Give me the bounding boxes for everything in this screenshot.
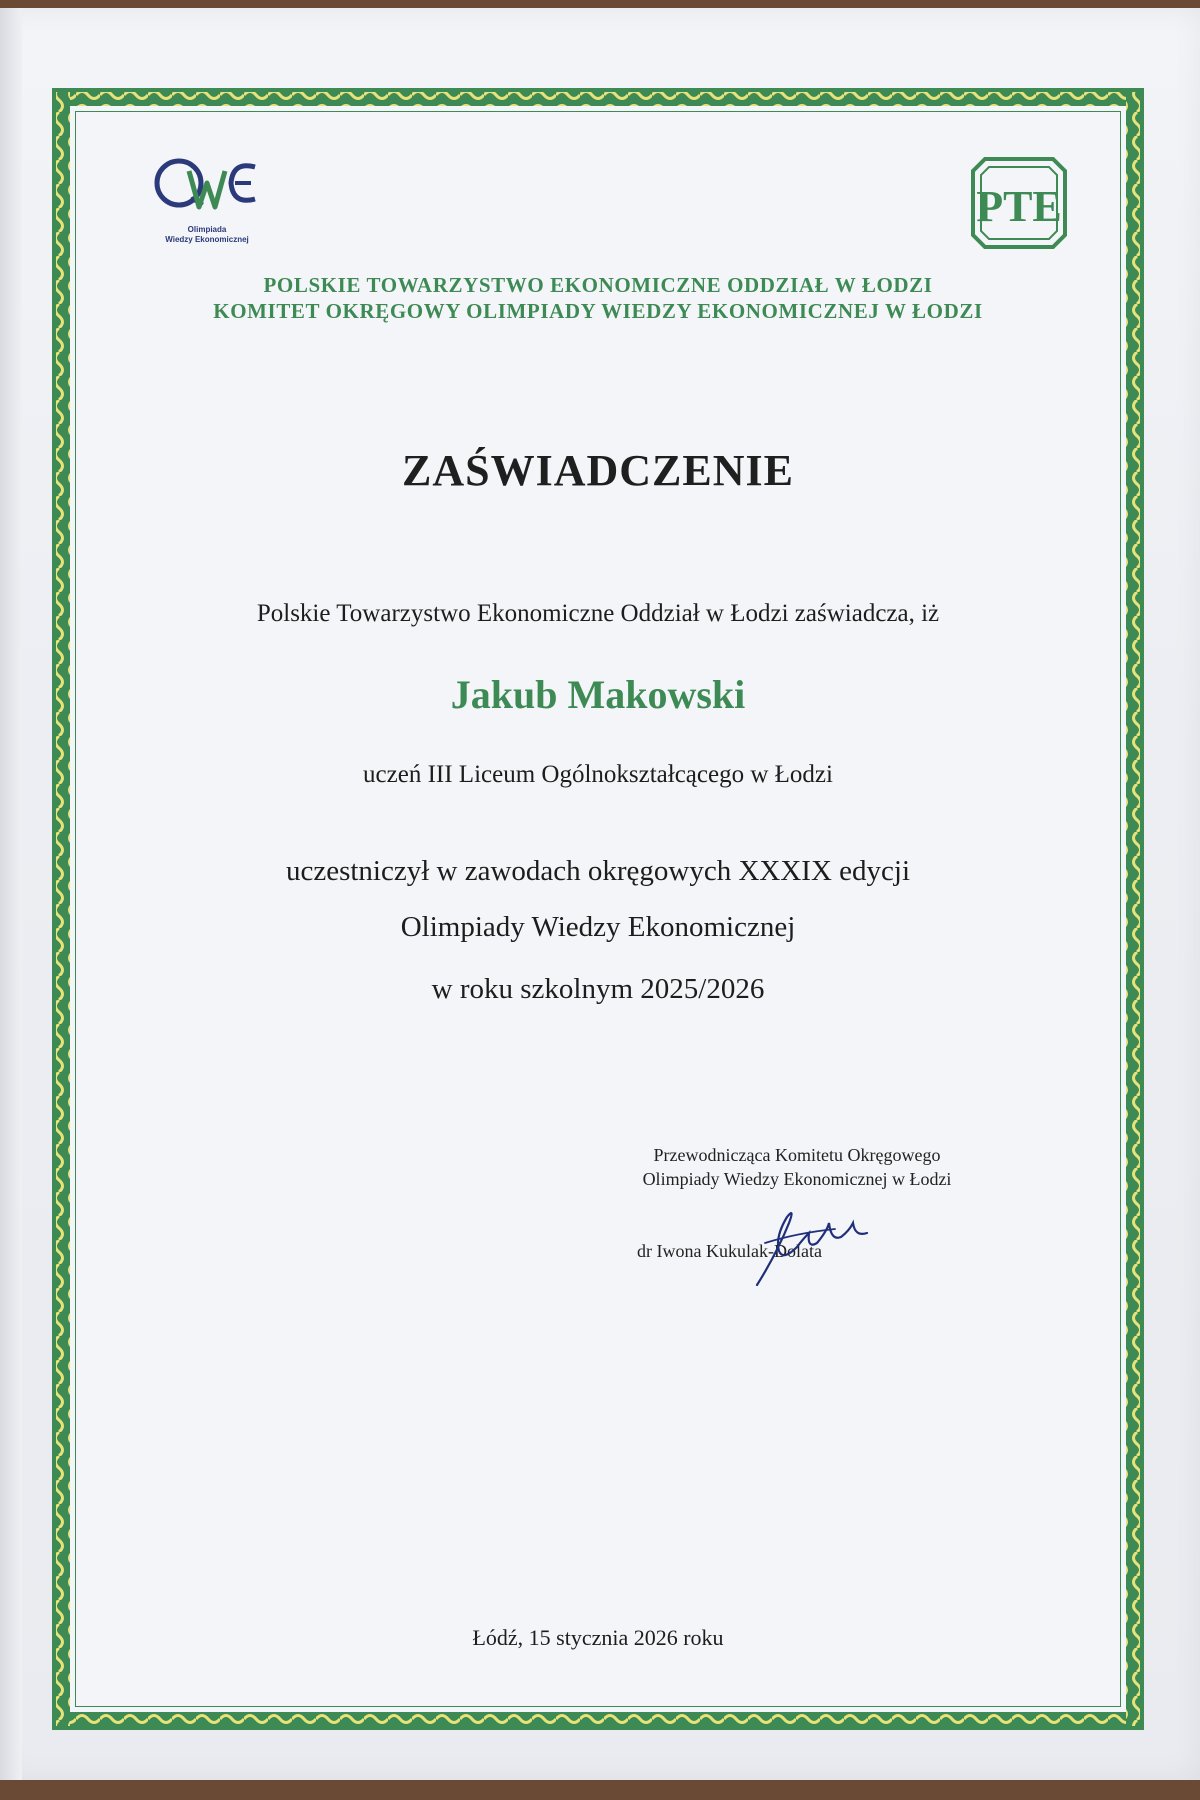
committee-name: KOMITET OKRĘGOWY OLIMPIADY WIEDZY EKONOMICZNEJ W ŁODZI — [213, 299, 983, 323]
place-and-date: Łódź, 15 stycznia 2026 roku — [472, 1625, 724, 1650]
competition-line-3: w roku szkolnym 2025/2026 — [431, 973, 765, 1005]
page-edge-shadow — [0, 8, 22, 1780]
certificate-title: ZAŚWIADCZENIE — [402, 446, 794, 495]
organization-name: POLSKIE TOWARZYSTWO EKONOMICZNE ODDZIAŁ W ŁODZI — [263, 273, 933, 297]
pte-logo-icon — [969, 155, 1069, 251]
owe-caption-line-2: Wiedzy Ekonomicznej — [165, 235, 249, 244]
owe-logo-icon — [137, 153, 277, 225]
decorative-border — [52, 88, 1144, 1730]
pte-logo-text: PTE — [976, 182, 1062, 231]
owe-logo — [137, 153, 277, 263]
certificate-intro: Polskie Towarzystwo Ekonomiczne Oddział w Łodzi zaświadcza, iż — [256, 600, 940, 627]
owe-caption-line-1: Olimpiada — [187, 225, 227, 234]
owe-logo-caption — [137, 225, 277, 245]
signatory-role — [577, 1143, 1017, 1191]
recipient-school: uczeń III Liceum Ogólnokształcącego w Łodzi — [363, 761, 833, 788]
competition-line-2: Olimpiady Wiedzy Ekonomicznej — [400, 911, 796, 943]
handwritten-signature — [717, 1193, 937, 1293]
signatory-role-line-1: Przewodnicząca Komitetu Okręgowego — [653, 1145, 941, 1165]
recipient-name: Jakub Makowski — [450, 672, 746, 717]
pte-logo — [969, 155, 1069, 251]
certificate-page — [0, 8, 1200, 1780]
signatory-role-line-2: Olimpiady Wiedzy Ekonomicznej w Łodzi — [642, 1169, 952, 1189]
inner-border-line — [75, 111, 1121, 1707]
signatory-name: dr Iwona Kukulak-Dolata — [637, 1241, 822, 1261]
competition-line-1: uczestniczył w zawodach okręgowych XXXIX edycji — [285, 855, 911, 887]
